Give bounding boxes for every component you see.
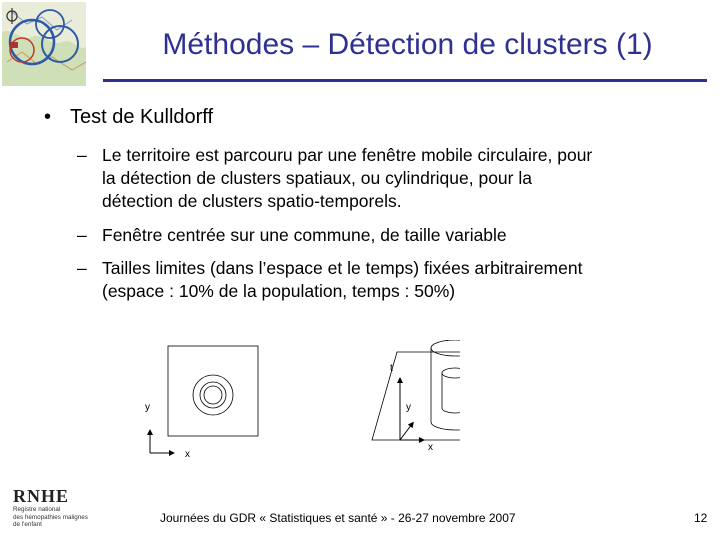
right-t-label: t <box>390 363 393 374</box>
sub-bullet-1-line-2: la détection de clusters spatiaux, ou cylindrique, pour la <box>102 168 532 188</box>
sub-bullet-3-line-2: (espace : 10% de la population, temps : 50%) <box>102 281 456 301</box>
bullet-marker: • <box>44 106 52 128</box>
sub-bullet-1-line-1: Le territoire est parcouru par une fenêtre mobile circulaire, pour <box>102 145 593 165</box>
spatial-window-diagram <box>145 346 258 460</box>
rnhe-logo-title: RNHE <box>13 486 70 506</box>
footer-text: Journées du GDR « Statistiques et santé » - 26-27 novembre 2007 <box>160 511 516 525</box>
rnhe-logo-subtitle <box>13 506 118 529</box>
territory-square <box>168 346 258 436</box>
circle-window-outer <box>193 375 233 415</box>
left-y-label: y <box>145 402 150 413</box>
sub-bullet-2-line-1: Fenêtre centrée sur une commune, de taille variable <box>102 225 507 245</box>
right-y-label: y <box>406 402 411 413</box>
right-x-label: x <box>428 442 433 453</box>
title-divider <box>103 79 707 82</box>
map-logo-image <box>2 2 86 86</box>
page-number: 12 <box>694 511 708 525</box>
rnhe-subtitle-line-1: Registre national <box>13 506 61 513</box>
y-axis-arrow-oblique <box>400 424 412 440</box>
slide-title: Méthodes – Détection de clusters (1) <box>162 28 653 61</box>
main-bullet-text: Test de Kulldorff <box>70 106 214 128</box>
main-bullet <box>44 106 213 129</box>
sub-bullet-marker: – <box>77 258 87 278</box>
rnhe-subtitle-line-2: des hémopathies malignes <box>13 513 88 521</box>
sub-bullet-3-line-1: Tailles limites (dans l’espace et le temps) fixées arbitrairement <box>102 258 583 278</box>
spatiotemporal-axes <box>370 340 480 470</box>
left-x-label: x <box>185 449 190 460</box>
sub-bullet-marker: – <box>77 225 87 245</box>
sub-bullet-1-line-3: détection de clusters spatio-temporels. <box>102 191 402 211</box>
circle-window-inner <box>204 386 222 404</box>
sub-bullet-marker: – <box>77 145 87 165</box>
rnhe-subtitle-line-3: de l'enfant <box>13 521 42 528</box>
